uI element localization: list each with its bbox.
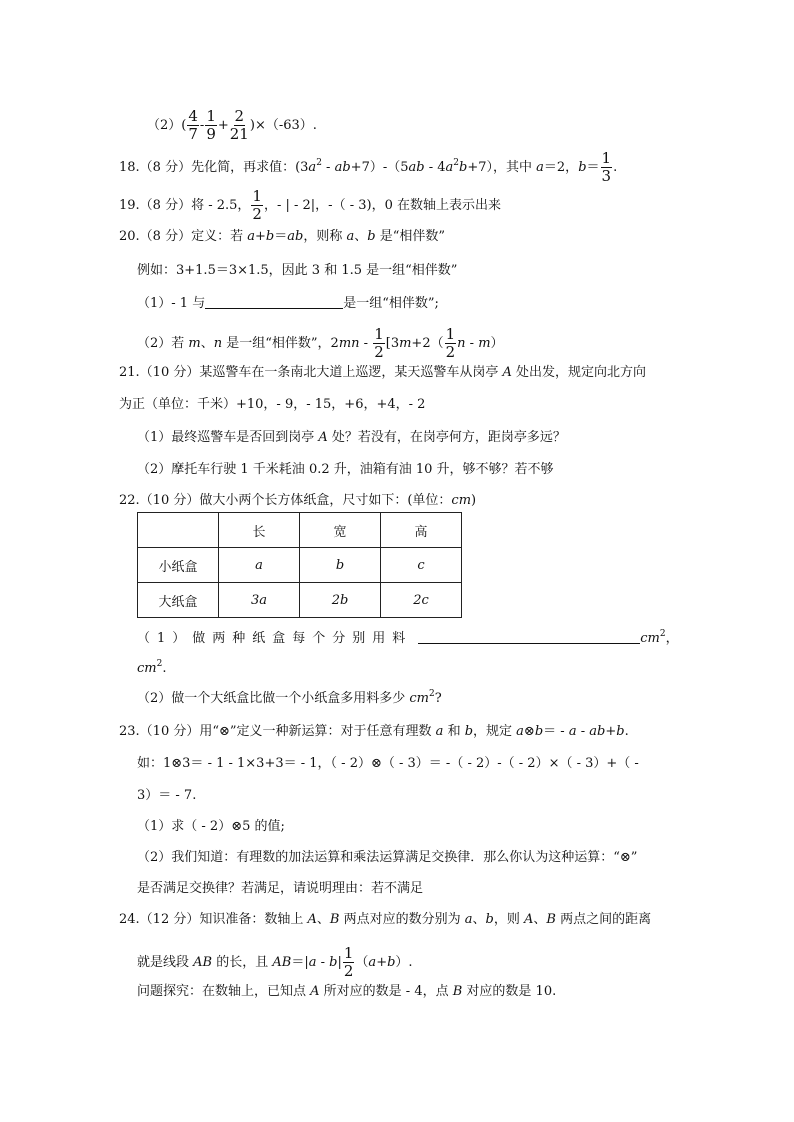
table-cell: c: [381, 548, 462, 583]
table-row: [138, 548, 462, 583]
table-row: [138, 583, 462, 618]
question-21-line1: 21.（10 分）某巡警车在一条南北大道上巡逻，某天巡警车从岗亭 A 处出发，规定向北方向: [119, 365, 647, 380]
q17-part2: （2）( $\frac{4}{7}$ - $\frac{1}{9}$ + $\frac{2}{21}$ )×（-63）.: [147, 107, 317, 143]
fraction: $\frac{4}{7}$: [188, 107, 198, 143]
table-cell: b: [300, 548, 381, 583]
fraction: $\frac{1}{2}$: [343, 944, 354, 980]
question-20-example: 例如：3+1.5＝3×1.5，因此 3 和 1.5 是一组“相伴数”: [137, 263, 458, 278]
fraction: $\frac{1}{2}$: [252, 187, 262, 223]
table-cell: 小纸盒: [138, 548, 219, 583]
question-20-part2: （2）若 m、n 是一组“相伴数”，2mn - $\frac{1}{2}$ [3m+2（ $\frac{1}{2}$ n - m）: [137, 325, 504, 361]
question-22-part1: （1）做两种纸盒每个分别用料 $cm^2$，: [137, 629, 679, 646]
question-23-line1: 23.（10 分）用“⊗”定义一种新运算：对于任意有理数 a 和 b，规定 a⊗b＝ - a - ab+b.: [119, 724, 629, 739]
table-header-cell: 高: [381, 513, 462, 548]
question-21-part1: （1）最终巡警车是否回到岗亭 A 处？若没有，在岗亭何方，距岗亭多远？: [137, 430, 566, 445]
question-19: 19.（8 分）将 - 2.5， $\frac{1}{2}$ ，- | - 2|，-（ - 3)，0 在数轴上表示出来: [119, 187, 501, 223]
table-header-cell: 宽: [300, 513, 381, 548]
box-size-table: [137, 512, 462, 618]
question-22-part1-cont: $cm^2$.: [137, 659, 167, 676]
table-cell: 大纸盒: [138, 583, 219, 618]
table-cell: 3a: [219, 583, 300, 618]
table-header-cell: [138, 513, 219, 548]
question-24-line2: 就是线段 AB 的长，且 AB＝|a - b| $\frac{1}{2}$ （a+b）.: [137, 944, 413, 980]
question-22: 22.（10 分）做大小两个长方体纸盒，尺寸如下：(单位：cm): [119, 493, 477, 508]
question-24-line3: 问题探究：在数轴上，已知点 A 所对应的数是 - 4，点 B 对应的数是 10.: [137, 984, 557, 999]
question-23-part1: （1）求（ - 2）⊗5 的值;: [137, 819, 285, 834]
question-21-line2: 为正（单位：千米）+10，- 9，- 15，+6，+4，- 2: [119, 397, 426, 412]
answer-blank: [205, 308, 343, 309]
fraction: $\frac{2}{21}$: [229, 107, 249, 143]
fraction: $\frac{1}{3}$: [601, 149, 612, 185]
question-22-part2: （2）做一个大纸盒比做一个小纸盒多用料多少 $cm^2$?: [137, 689, 442, 706]
table-cell: 2b: [300, 583, 381, 618]
table-cell: 2c: [381, 583, 462, 618]
question-18: 18.（8 分）先化简，再求值：$(3a^2 - ab+7)-(5ab - 4a^2b+7)$，其中 a＝2，b＝ $\frac{1}{3}$ .: [119, 149, 618, 185]
answer-blank: [418, 643, 640, 644]
question-20-line1: 20.（8 分）定义：若 a+b＝ab，则称 a、b 是“相伴数”: [119, 229, 445, 244]
question-24-line1: 24.（12 分）知识准备：数轴上 A、B 两点对应的数分别为 a、b，则 A、B 两点之间的距离: [119, 912, 652, 927]
table-cell: a: [219, 548, 300, 583]
fraction: $\frac{1}{2}$: [374, 325, 384, 361]
question-20-part1: （1）- 1 与 是一组“相伴数”;: [137, 296, 439, 311]
question-23-line3: 3）＝ - 7.: [137, 788, 197, 803]
fraction: $\frac{1}{2}$: [445, 325, 456, 361]
question-23-part2-cont: 是否满足交换律？若满足，请说明理由：若不满足: [137, 881, 424, 896]
question-23-part2: （2）我们知道：有理数的加法运算和乘法运算满足交换律．那么你认为这种运算：“⊗”: [137, 850, 638, 865]
fraction: $\frac{1}{9}$: [206, 107, 216, 143]
table-header-row: [138, 513, 462, 548]
table-header-cell: 长: [219, 513, 300, 548]
question-21-part2: （2）摩托车行驶 1 千米耗油 0.2 升，油箱有油 10 升，够不够？若不够: [137, 462, 554, 477]
question-23-line2: 如：1⊗3＝ - 1 - 1×3+3＝ - 1，（ - 2）⊗（ - 3）＝ -（ - 2）-（ - 2）×（ - 3）+（ -: [137, 756, 639, 771]
